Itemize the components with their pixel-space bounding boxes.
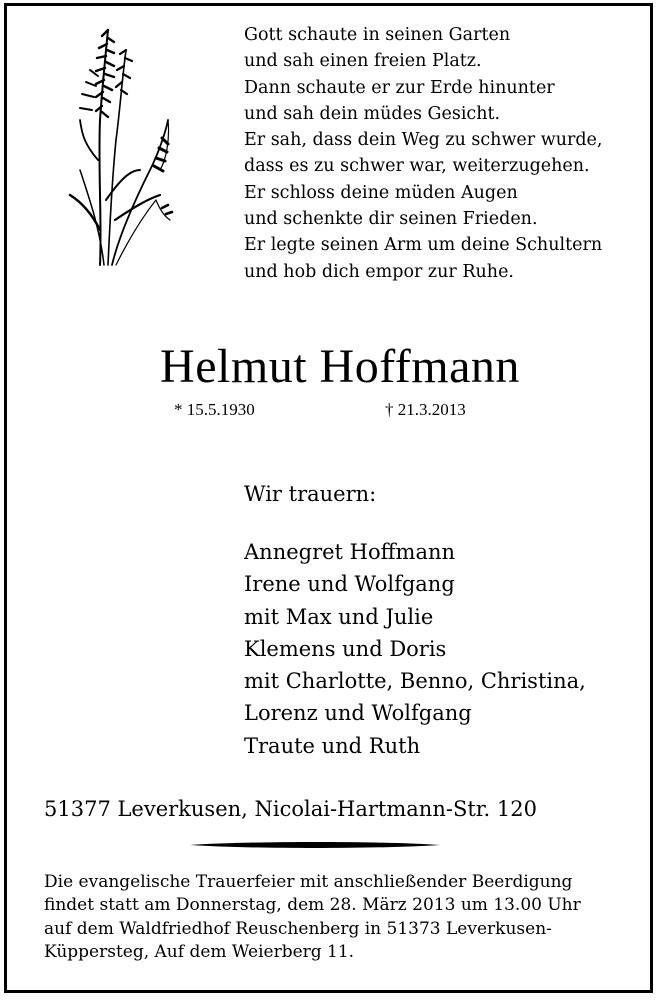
poem-line: dass es zu schwer war, weiterzugehen.: [244, 156, 590, 177]
mourner-line: Klemens und Doris: [244, 636, 447, 661]
poem-line: und schenkte dir seinen Frieden.: [244, 209, 538, 230]
funeral-line: findet statt am Donnerstag, dem 28. März 2013 um 13.00 Uhr: [44, 895, 581, 916]
mourner-line: mit Max und Julie: [244, 604, 434, 629]
tapered-divider-icon: [190, 839, 440, 851]
poem-line: und hob dich empor zur Ruhe.: [244, 261, 514, 282]
poem-line: Er legte seinen Arm um deine Schultern: [244, 235, 603, 256]
poem-line: Gott schaute in seinen Garten: [244, 25, 511, 45]
poem-line: und sah einen freien Platz.: [244, 51, 482, 72]
poem-line: Er sah, dass dein Weg zu schwer wurde,: [244, 130, 603, 151]
funeral-line: auf dem Waldfriedhof Reuschenberg in 51373 Leverkusen-: [44, 918, 552, 939]
poem-line: Dann schaute er zur Erde hinunter: [244, 77, 555, 98]
funeral-notice: [44, 871, 606, 964]
funeral-line: Die evangelische Trauerfeier mit anschließender Beerdigung: [44, 872, 573, 892]
poem-line: Er schloss deine müden Augen: [244, 182, 518, 203]
birth-date: * 15.5.1930: [174, 400, 255, 419]
mourner-line: Irene und Wolfgang: [244, 572, 455, 597]
mourner-line: mit Charlotte, Benno, Christina,: [244, 669, 586, 694]
mourner-line: Traute und Ruth: [244, 733, 421, 758]
mourners-list: [244, 536, 586, 762]
mourners-title: Wir trauern:: [244, 482, 377, 506]
poem: [244, 22, 644, 285]
deceased-name: Helmut Hoffmann: [160, 340, 520, 393]
death-date: † 21.3.2013: [385, 400, 466, 419]
mourner-line: Lorenz und Wolfgang: [244, 701, 472, 726]
grass-plant-icon: [60, 20, 190, 280]
mourner-line: Annegret Hoffmann: [244, 540, 456, 564]
funeral-line: Küppersteg, Auf dem Weierberg 11.: [44, 941, 355, 962]
address: 51377 Leverkusen, Nicolai-Hartmann-Str. 120: [44, 797, 537, 821]
poem-line: und sah dein müdes Gesicht.: [244, 103, 501, 124]
